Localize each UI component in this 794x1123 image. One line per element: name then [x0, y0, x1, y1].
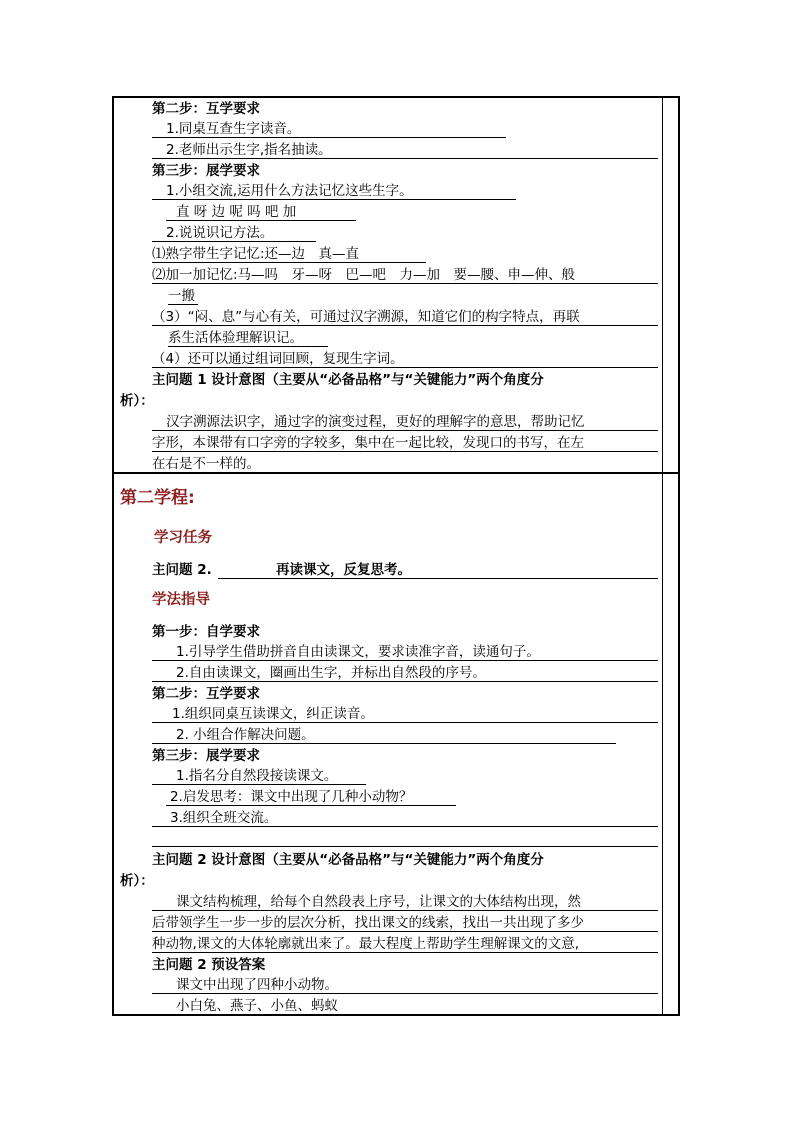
- answer-line-b: 小白兔、燕子、小鱼、蚂蚁: [152, 998, 658, 1015]
- step2-item-2: 2.老师出示生字,指名抽读。: [152, 142, 658, 159]
- right-column-divider: [662, 98, 663, 1014]
- p2-step1-heading: 第一步：自学要求: [152, 624, 260, 640]
- intent-2-heading-a: 主问题 2 设计意图（主要从“必备品格”与“关键能力”两个角度分: [152, 852, 544, 868]
- method-3-line-b: 系生活体验理解识记。: [168, 330, 328, 347]
- intent-2-text-b: 后带领学生一步一步的层次分析，找出课文的线索，找出一共出现了多少: [152, 915, 658, 932]
- p2-step3-item-2: 2.启发思考：课文中出现了几种小动物？: [166, 789, 456, 806]
- method-2-line-a: ⑵加一加记忆:马—吗 牙—呀 巴—吧 力—加 要—腰、申—伸、般: [152, 267, 658, 284]
- p2-step3-item-3: 3.组织全班交流。: [152, 810, 658, 827]
- part2-title: 第二学程:: [120, 488, 195, 508]
- step2-item-1: 1.同桌互查生字读音。: [152, 121, 506, 138]
- p2-step3-item-1: 1.指名分自然段接读课文。: [152, 768, 366, 785]
- step3-heading: 第三步：展学要求: [152, 163, 260, 179]
- task-heading: 学习任务: [154, 530, 212, 546]
- intent-2-text-c: 种动物,课文的大体轮廓就出来了。最大程度上帮助学生理解课文的文意,: [152, 936, 658, 953]
- method-4: （4）还可以通过组词回顾，复现生字词。: [152, 351, 658, 368]
- step2-heading: 第二步：互学要求: [152, 101, 260, 117]
- intent-2-heading-b: 析）：: [120, 873, 154, 889]
- question-2-label: 主问题 2.: [152, 562, 212, 578]
- p2-step2-item-1: 1.组织同桌互读课文，纠正读音。: [152, 706, 658, 723]
- method-3-line-a: （3）“闷、息”与心有关，可通过汉字溯源，知道它们的构字特点，再联: [152, 309, 658, 326]
- p2-step2-heading: 第二步：互学要求: [152, 686, 260, 702]
- intent-1-heading-b: 析）：: [120, 393, 154, 409]
- blank-rule: [152, 846, 658, 847]
- p2-step2-item-2: 2. 小组合作解决问题。: [152, 727, 616, 744]
- intent-2-text-a: 课文结构梳理，给每个自然段表上序号，让课文的大体结构出现，然: [152, 894, 658, 911]
- p2-step1-item-1: 1.引导学生借助拼音自由读课文，要求读准字音，读通句子。: [152, 644, 658, 661]
- intent-1-heading-a: 主问题 1 设计意图（主要从“必备品格”与“关键能力”两个角度分: [152, 372, 544, 388]
- step3-item-1: 1.小组交流,运用什么方法记忆这些生字。: [152, 183, 516, 200]
- p2-step3-heading: 第三步：展学要求: [152, 748, 260, 764]
- answer-line-a: 课文中出现了四种小动物。: [152, 977, 658, 994]
- intent-1-text-a: 汉字溯源法识字，通过字的演变过程，更好的理解字的意思，帮助记忆: [152, 414, 658, 431]
- method-heading: 学法指导: [152, 592, 210, 608]
- p2-step1-item-2: 2.自由读课文，圈画出生字，并标出自然段的序号。: [152, 665, 658, 682]
- intent-1-text-c: 在右是不一样的。: [152, 456, 658, 473]
- step3-item-2: 2.说说识记方法。: [152, 225, 316, 242]
- new-characters: 直 呀 边 呢 吗 吧 加: [166, 204, 356, 221]
- intent-1-text-b: 字形，本课带有口字旁的字较多，集中在一起比较，发现口的书写，在左: [152, 435, 658, 452]
- answer-heading: 主问题 2 预设答案: [152, 957, 266, 973]
- method-2-line-b: 一搬: [168, 288, 198, 305]
- method-1: ⑴熟字带生字记忆:还—边 真—直: [152, 246, 426, 263]
- question-2-text: 再读课文，反复思考。: [218, 562, 658, 579]
